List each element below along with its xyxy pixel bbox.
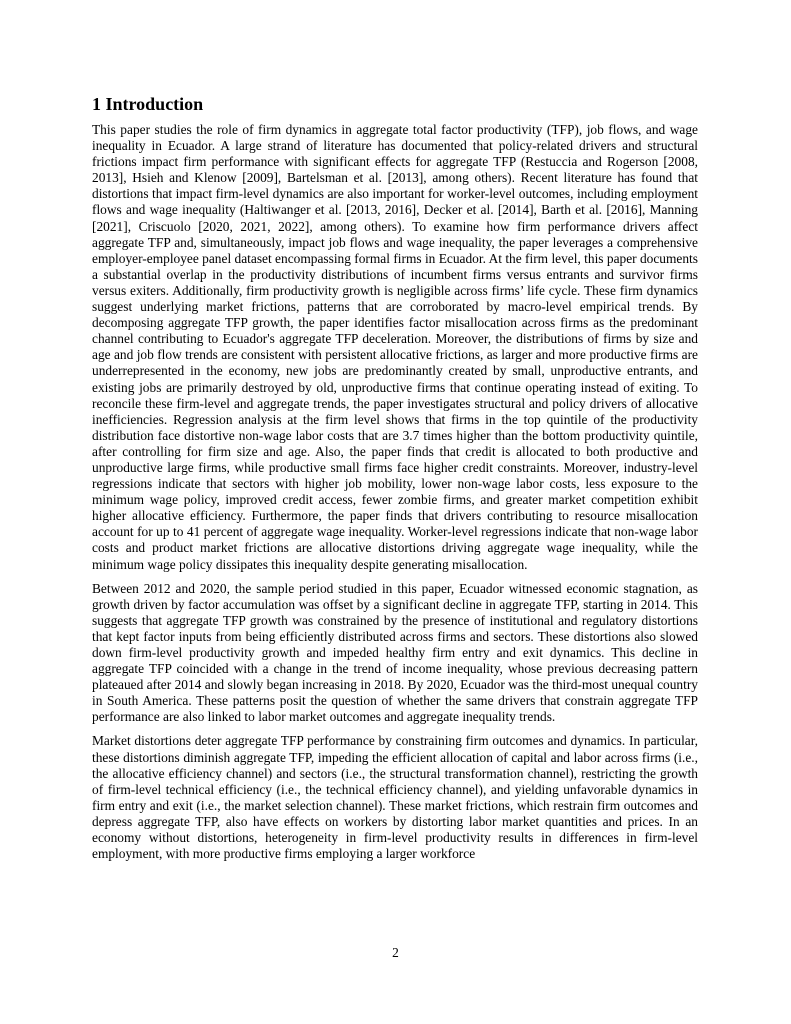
- body-paragraph: Between 2012 and 2020, the sample period studied in this paper, Ecuador witnessed economic stagnation, as growth driven by factor accumulation was offset by a significant decline in aggregate TFP, starting in 2014. This suggests that aggregate TFP growth was constrained by the presence of institutional and regulatory distortions that kept factor inputs from being efficiently distributed across firms and sectors. These distortions also slowed down firm-level productivity growth and impeded healthy firm entry and exit dynamics. This decline in aggregate TFP coincided with a change in the trend of income inequality, whose previous decreasing pattern plateaued after 2014 and slowly began increasing in 2018. By 2020, Ecuador was the third-most unequal country in South America. These patterns posit the question of whether the same drivers that constrain aggregate TFP performance are also linked to labor market outcomes and aggregate inequality trends.: [92, 580, 698, 725]
- section-heading: 1 Introduction: [92, 94, 204, 114]
- page-body: [92, 92, 698, 870]
- body-paragraph: This paper studies the role of firm dynamics in aggregate total factor productivity (TFP), job flows, and wage inequality in Ecuador. A large strand of literature has documented that policy-related drivers and structural frictions impact firm performance with significant effects for aggregate TFP (Restuccia and Rogerson [2008, 2013], Hsieh and Klenow [2009], Bartelsman et al. [2013], among others). Recent literature has found that distortions that impact firm-level dynamics are also important for worker-level outcomes, including employment flows and wage inequality (Haltiwanger et al. [2013, 2016], Decker et al. [2014], Barth et al. [2016], Manning [2021], Criscuolo [2020, 2021, 2022], among others). To examine how firm performance drivers affect aggregate TFP and, simultaneously, impact job flows and wage inequality, the paper leverages a comprehensive employer-employee panel dataset encompassing formal firms in Ecuador. At the firm level, this paper documents a substantial overlap in the productivity distributions of incumbent firms versus entrants and survivor firms versus exiters. Additionally, firm productivity growth is negligible across firms’ life cycle. These firm dynamics suggest underlying market frictions, patterns that are corroborated by macro-level empirical trends. By decomposing aggregate TFP growth, the paper identifies factor misallocation across firms as the predominant channel contributing to Ecuador's aggregate TFP deceleration. Moreover, the distributions of firms by size and age and job flow trends are consistent with persistent allocative frictions, as larger and more productive firms are underrepresented in the economy, new jobs are predominantly created by small, unproductive entrants, and existing jobs are primarily destroyed by old, unproductive firms that continue operating instead of exiting. To reconcile these firm-level and aggregate trends, the paper investigates structural and policy drivers of allocative inefficiencies. Regression analysis at the firm level shows that firms in the top quintile of the productivity distribution face distortive non-wage labor costs that are 3.7 times higher than the bottom productivity quintile, after controlling for firm size and age. Also, the paper finds that credit is allocated to both productive and unproductive large firms, while productive small firms face higher credit constraints. Moreover, industry-level regressions indicate that sectors with higher job mobility, lower non-wage labor costs, less exposure to the minimum wage policy, improved credit access, fewer zombie firms, and greater market competition exhibit higher allocative efficiency. Furthermore, the paper finds that drivers contributing to resource misallocation account for up to 41 percent of aggregate wage inequality. Worker-level regressions indicate that non-wage labor costs and product market frictions are allocative distortions driving aggregate wage inequality, while the minimum wage policy dissipates this inequality despite generating misallocation.: [92, 122, 698, 572]
- page-number: 2: [392, 945, 399, 960]
- body-paragraph: Market distortions deter aggregate TFP performance by constraining firm outcomes and dynamics. In particular, these distortions diminish aggregate TFP, impeding the efficient allocation of capital and labor across firms (i.e., the allocative efficiency channel) and sectors (i.e., the structural transformation channel), restricting the growth of firm-level technical efficiency (i.e., the technical efficiency channel), and yielding unfavorable dynamics in firm entry and exit (i.e., the market selection channel). These market frictions, which restrain firm outcomes and depress aggregate TFP, also have effects on workers by distorting labor market quantities and prices. In an economy without distortions, heterogeneity in firm-level productivity results in differences in firm-level employment, with more productive firms employing a larger workforce: [92, 733, 698, 862]
